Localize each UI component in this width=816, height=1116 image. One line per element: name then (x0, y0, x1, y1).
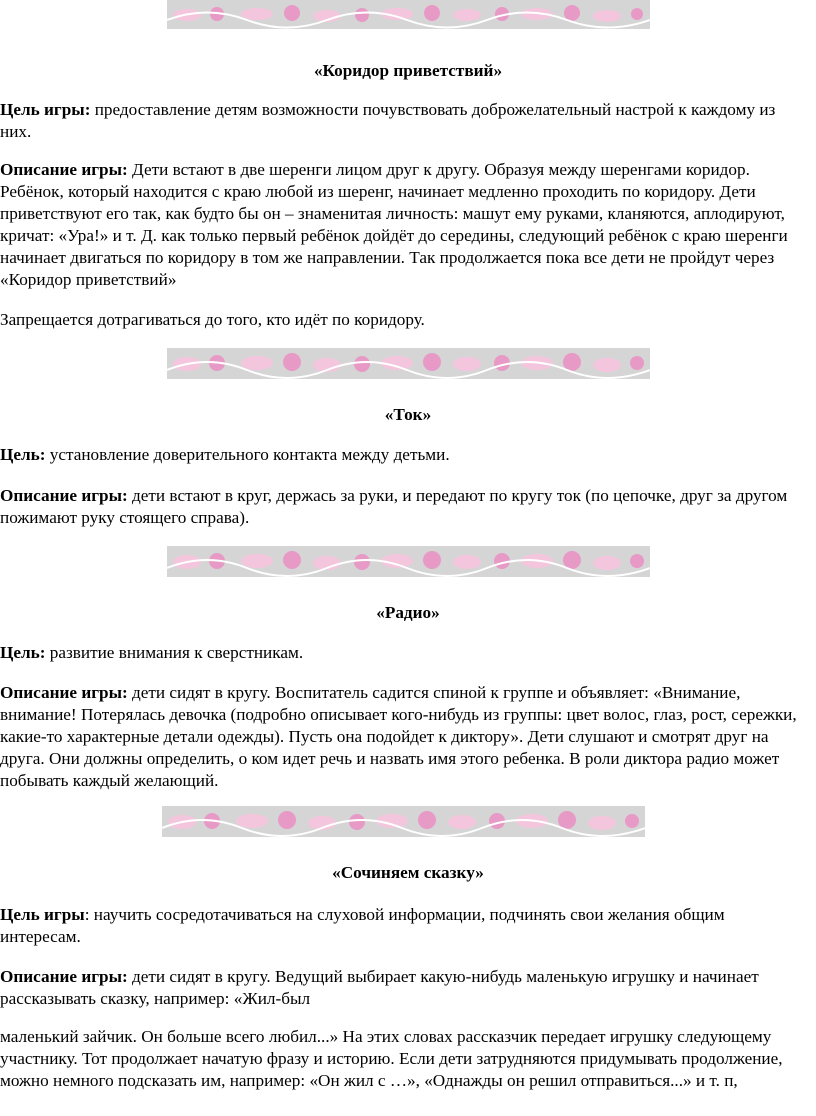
description-paragraph-tok (0, 485, 800, 529)
description-text: дети сидят в кругу. Ведущий выбирает какую-нибудь маленькую игрушку и начинает рассказывать сказку, например: «Жил-был (0, 967, 759, 1008)
goal-label: Цель: (0, 643, 46, 662)
description-text: дети встают в круг, держась за руки, и передают по кругу ток (по цепочке, друг за другом пожимают руку стоящего справа). (0, 486, 788, 527)
goal-text: установление доверительного контакта между детьми. (45, 445, 450, 464)
floral-divider-icon (167, 348, 650, 379)
goal-label: Цель: (0, 445, 46, 464)
description-text: Дети встают в две шеренги лицом друг к другу. Образуя между шеренгами коридор. Ребёнок, который находится с краю любой из шеренг, начинает медленно проходить по коридору. Дети приветствуют его так, как будто бы он – знаменитая личность: машут ему руками, кланяются, аплодируют, кричат: «Ура!» и т. Д. как только первый ребёнок дойдёт до середины, следующий ребёнок с краю шеренги начинает двигаться по коридору в том же направлении. Так продолжается пока все дети не пройдут через «Коридор приветствий» (0, 160, 788, 289)
floral-divider-icon (167, 0, 650, 29)
description-label: Описание игры: (0, 160, 128, 179)
game-title-koridor: «Коридор приветствий» (313, 61, 503, 80)
game-title-radio: «Радио» (376, 603, 440, 622)
description-paragraph-skazka (0, 966, 800, 1010)
goal-paragraph-tok (0, 444, 800, 466)
goal-text: развитие внимания к сверстникам. (45, 643, 304, 662)
goal-paragraph-koridor (0, 99, 800, 143)
goal-label: Цель игры: (0, 100, 91, 119)
game-title-tok: «Ток» (384, 405, 432, 424)
goal-text: : научить сосредотачиваться на слуховой информации, подчинять свои желания общим интересам. (0, 905, 725, 946)
goal-label: Цель игры (0, 905, 85, 924)
note-paragraph-koridor: Запрещается дотрагиваться до того, кто идёт по коридору. (0, 310, 425, 329)
goal-paragraph-radio (0, 642, 800, 664)
floral-divider-icon (167, 546, 650, 577)
description-paragraph-koridor (0, 159, 800, 291)
description-label: Описание игры: (0, 683, 128, 702)
description-label: Описание игры: (0, 486, 128, 505)
goal-paragraph-skazka (0, 904, 800, 948)
description-text: дети сидят в кругу. Воспитатель садится спиной к группе и объявляет: «Внимание, внимание! Потерялась девочка (подробно описывает кого-нибудь из группы: цвет волос, глаз, рост, сережки, какие-то характерные детали одежды). Пусть она подойдет к диктору». Дети слушают и смотрят друг на друга. Они должны определить, о ком идет речь и назвать имя этого ребенка. В роли диктора радио может побывать каждый желающий. (0, 683, 797, 790)
continuation-paragraph-skazka: маленький зайчик. Он больше всего любил...» На этих словах рассказчик передает игрушку следующему участнику. Тот продолжает начатую фразу и историю. Если дети затрудняются придумывать продолжение, можно немного подсказать им, например: «Он жил с …», «Однажды он решил отправиться...» и т. п, (0, 1027, 783, 1090)
description-label: Описание игры: (0, 967, 128, 986)
goal-text: предоставление детям возможности почувствовать доброжелательный настрой к каждому из них. (0, 100, 776, 141)
game-title-skazka: «Сочиняем сказку» (332, 863, 484, 882)
description-paragraph-radio (0, 682, 800, 792)
floral-divider-icon (162, 806, 645, 837)
